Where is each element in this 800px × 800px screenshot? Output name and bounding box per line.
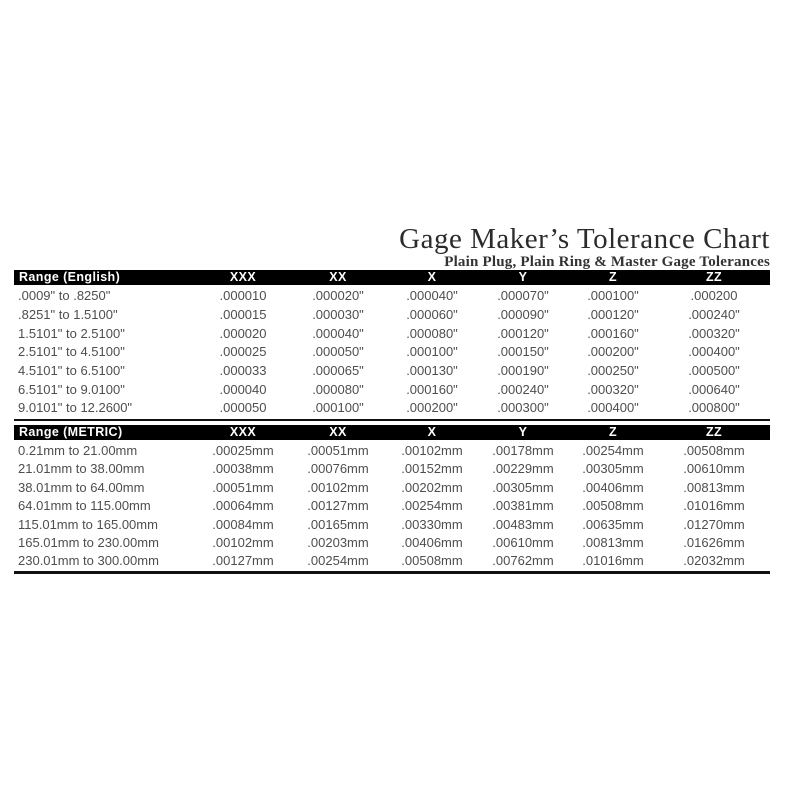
tolerance-cell: .000240" <box>688 307 740 323</box>
tolerance-cell: .00508mm <box>401 553 463 569</box>
tolerance-cell: .000060" <box>406 307 458 323</box>
tolerance-cell: .01016mm <box>683 498 745 514</box>
table-row <box>14 479 770 497</box>
tolerance-cell: .00178mm <box>492 443 554 458</box>
tolerance-cell: .000130" <box>406 363 458 379</box>
tolerance-cell: .000300" <box>497 400 549 416</box>
column-header-range-metric: Range (METRIC) <box>19 424 123 439</box>
column-header-y: Y <box>518 270 528 284</box>
tolerance-cell: .00038mm <box>212 461 274 477</box>
english-table-body <box>14 285 770 418</box>
tolerance-cell: .00508mm <box>683 443 745 458</box>
metric-header-bar <box>14 425 770 440</box>
table-row <box>14 362 770 381</box>
tolerance-cell: .000010 <box>219 288 267 304</box>
tolerance-cell: .00165mm <box>307 516 369 532</box>
tolerance-cell: .00076mm <box>307 461 369 477</box>
tolerance-cell: .00813mm <box>582 534 644 550</box>
tolerance-cell: .000400" <box>688 344 740 360</box>
column-header-xx: XX <box>329 424 347 439</box>
tolerance-cell: .000020" <box>312 288 364 304</box>
tolerance-cell: .000080" <box>312 381 364 397</box>
page-title: Gage Maker’s Tolerance Chart <box>399 223 770 255</box>
tolerance-cell: .000033 <box>219 363 267 379</box>
tolerance-cell: .02032mm <box>683 553 745 569</box>
tolerance-table <box>14 270 770 574</box>
section-divider <box>14 419 770 421</box>
tolerance-cell: .000150" <box>497 344 549 360</box>
tolerance-cell: .000500" <box>688 363 740 379</box>
column-header-xx: XX <box>329 270 347 284</box>
tolerance-cell: .00064mm <box>212 498 274 514</box>
tolerance-cell: .00084mm <box>212 516 274 532</box>
tolerance-cell: .000160" <box>406 381 458 397</box>
tolerance-cell: .000040 <box>219 381 267 397</box>
table-row <box>14 442 770 460</box>
column-header-z: Z <box>608 424 618 439</box>
tolerance-cell: .00610mm <box>492 534 554 550</box>
range-cell: 38.01mm to 64.00mm <box>18 479 145 495</box>
tolerance-cell: .00102mm <box>401 443 463 458</box>
table-row <box>14 324 770 343</box>
table-row <box>14 380 770 399</box>
table-row <box>14 460 770 478</box>
tolerance-cell: .000100" <box>587 288 639 304</box>
tolerance-cell: .000025 <box>219 344 267 360</box>
tolerance-cell: .00254mm <box>582 443 644 458</box>
tolerance-cell: .000320" <box>688 325 740 341</box>
tolerance-cell: .00508mm <box>582 498 644 514</box>
tolerance-cell: .00406mm <box>582 479 644 495</box>
tolerance-cell: .000800" <box>688 400 740 416</box>
tolerance-cell: .000050" <box>312 344 364 360</box>
table-row <box>14 497 770 515</box>
tolerance-cell: .00127mm <box>307 498 369 514</box>
tolerance-cell: .000200" <box>406 400 458 416</box>
table-row <box>14 515 770 533</box>
tolerance-cell: .00762mm <box>492 553 554 569</box>
page-subtitle: Plain Plug, Plain Ring & Master Gage Tolerances <box>444 254 770 270</box>
tolerance-cell: .00152mm <box>401 461 463 477</box>
range-cell: .8251" to 1.5100" <box>18 307 118 323</box>
tolerance-cell: .000030" <box>312 307 364 323</box>
tolerance-cell: .00025mm <box>212 443 274 458</box>
tolerance-cell: .000240" <box>497 381 549 397</box>
column-header-x: X <box>427 424 437 439</box>
tolerance-cell: .00254mm <box>401 498 463 514</box>
range-cell: 64.01mm to 115.00mm <box>18 498 151 514</box>
tolerance-cell: .000200 <box>690 288 738 304</box>
tolerance-cell: .000190" <box>497 363 549 379</box>
tolerance-cell: .000080" <box>406 325 458 341</box>
column-header-y: Y <box>518 424 528 439</box>
tolerance-cell: .000400" <box>587 400 639 416</box>
tolerance-cell: .00051mm <box>212 479 274 495</box>
tolerance-cell: .00203mm <box>307 534 369 550</box>
column-header-zz: ZZ <box>705 424 723 439</box>
range-cell: 21.01mm to 38.00mm <box>18 461 145 477</box>
tolerance-cell: .00305mm <box>582 461 644 477</box>
tolerance-cell: .01016mm <box>582 553 644 569</box>
tolerance-cell: .000020 <box>219 325 267 341</box>
column-header-xxx: XXX <box>229 424 257 439</box>
tolerance-cell: .000065" <box>312 363 364 379</box>
range-cell: 9.0101" to 12.2600" <box>18 400 133 416</box>
title-block <box>399 224 770 270</box>
tolerance-cell: .00483mm <box>492 516 554 532</box>
tolerance-cell: .00102mm <box>307 479 369 495</box>
table-row <box>14 399 770 418</box>
range-cell: 6.5101" to 9.0100" <box>18 381 125 397</box>
tolerance-cell: .000090" <box>497 307 549 323</box>
range-cell: 2.5101" to 4.5100" <box>18 344 125 360</box>
tolerance-cell: .000070" <box>497 288 549 304</box>
column-header-xxx: XXX <box>229 270 257 284</box>
range-cell: 115.01mm to 165.00mm <box>18 516 158 532</box>
tolerance-cell: .00381mm <box>492 498 554 514</box>
column-header-range-english: Range (English) <box>19 270 121 284</box>
table-row <box>14 552 770 570</box>
tolerance-cell: .000040" <box>312 325 364 341</box>
tolerance-cell: .01270mm <box>683 516 745 532</box>
tolerance-cell: .00254mm <box>307 553 369 569</box>
tolerance-cell: .000250" <box>587 363 639 379</box>
tolerance-cell: .00102mm <box>212 534 274 550</box>
range-cell: 165.01mm to 230.00mm <box>18 534 159 550</box>
metric-table-body <box>14 440 770 571</box>
range-cell: 4.5101" to 6.5100" <box>18 363 125 379</box>
tolerance-cell: .000015 <box>219 307 267 323</box>
tolerance-cell: .00229mm <box>492 461 554 477</box>
tolerance-cell: .000120" <box>587 307 639 323</box>
column-header-x: X <box>427 270 437 284</box>
tolerance-cell: .00406mm <box>401 534 463 550</box>
tolerance-cell: .00202mm <box>401 479 463 495</box>
tolerance-cell: .000640" <box>688 381 740 397</box>
tolerance-cell: .00813mm <box>683 479 745 495</box>
tolerance-cell: .000100" <box>406 344 458 360</box>
range-cell: 1.5101" to 2.5100" <box>18 325 125 341</box>
tolerance-cell: .000320" <box>587 381 639 397</box>
table-row <box>14 343 770 362</box>
tolerance-cell: .00610mm <box>683 461 745 477</box>
range-cell: .0009" to .8250" <box>18 288 111 304</box>
tolerance-cell: .00051mm <box>307 443 369 458</box>
table-row <box>14 287 770 306</box>
tolerance-cell: .00305mm <box>492 479 554 495</box>
table-row <box>14 534 770 552</box>
tolerance-cell: .000160" <box>587 325 639 341</box>
tolerance-cell: .00127mm <box>212 553 274 569</box>
table-row <box>14 306 770 325</box>
tolerance-cell: .000120" <box>497 325 549 341</box>
tolerance-cell: .000200" <box>587 344 639 360</box>
tolerance-cell: .000050 <box>219 400 267 416</box>
table-bottom-rule <box>14 571 770 574</box>
tolerance-cell: .01626mm <box>683 534 745 550</box>
column-header-z: Z <box>608 270 618 284</box>
tolerance-cell: .00635mm <box>582 516 644 532</box>
tolerance-cell: .000040" <box>406 288 458 304</box>
range-cell: 0.21mm to 21.00mm <box>18 443 138 458</box>
tolerance-cell: .00330mm <box>401 516 463 532</box>
tolerance-cell: .000100" <box>312 400 364 416</box>
english-header-bar <box>14 270 770 285</box>
range-cell: 230.01mm to 300.00mm <box>18 553 159 569</box>
column-header-zz: ZZ <box>705 270 723 284</box>
